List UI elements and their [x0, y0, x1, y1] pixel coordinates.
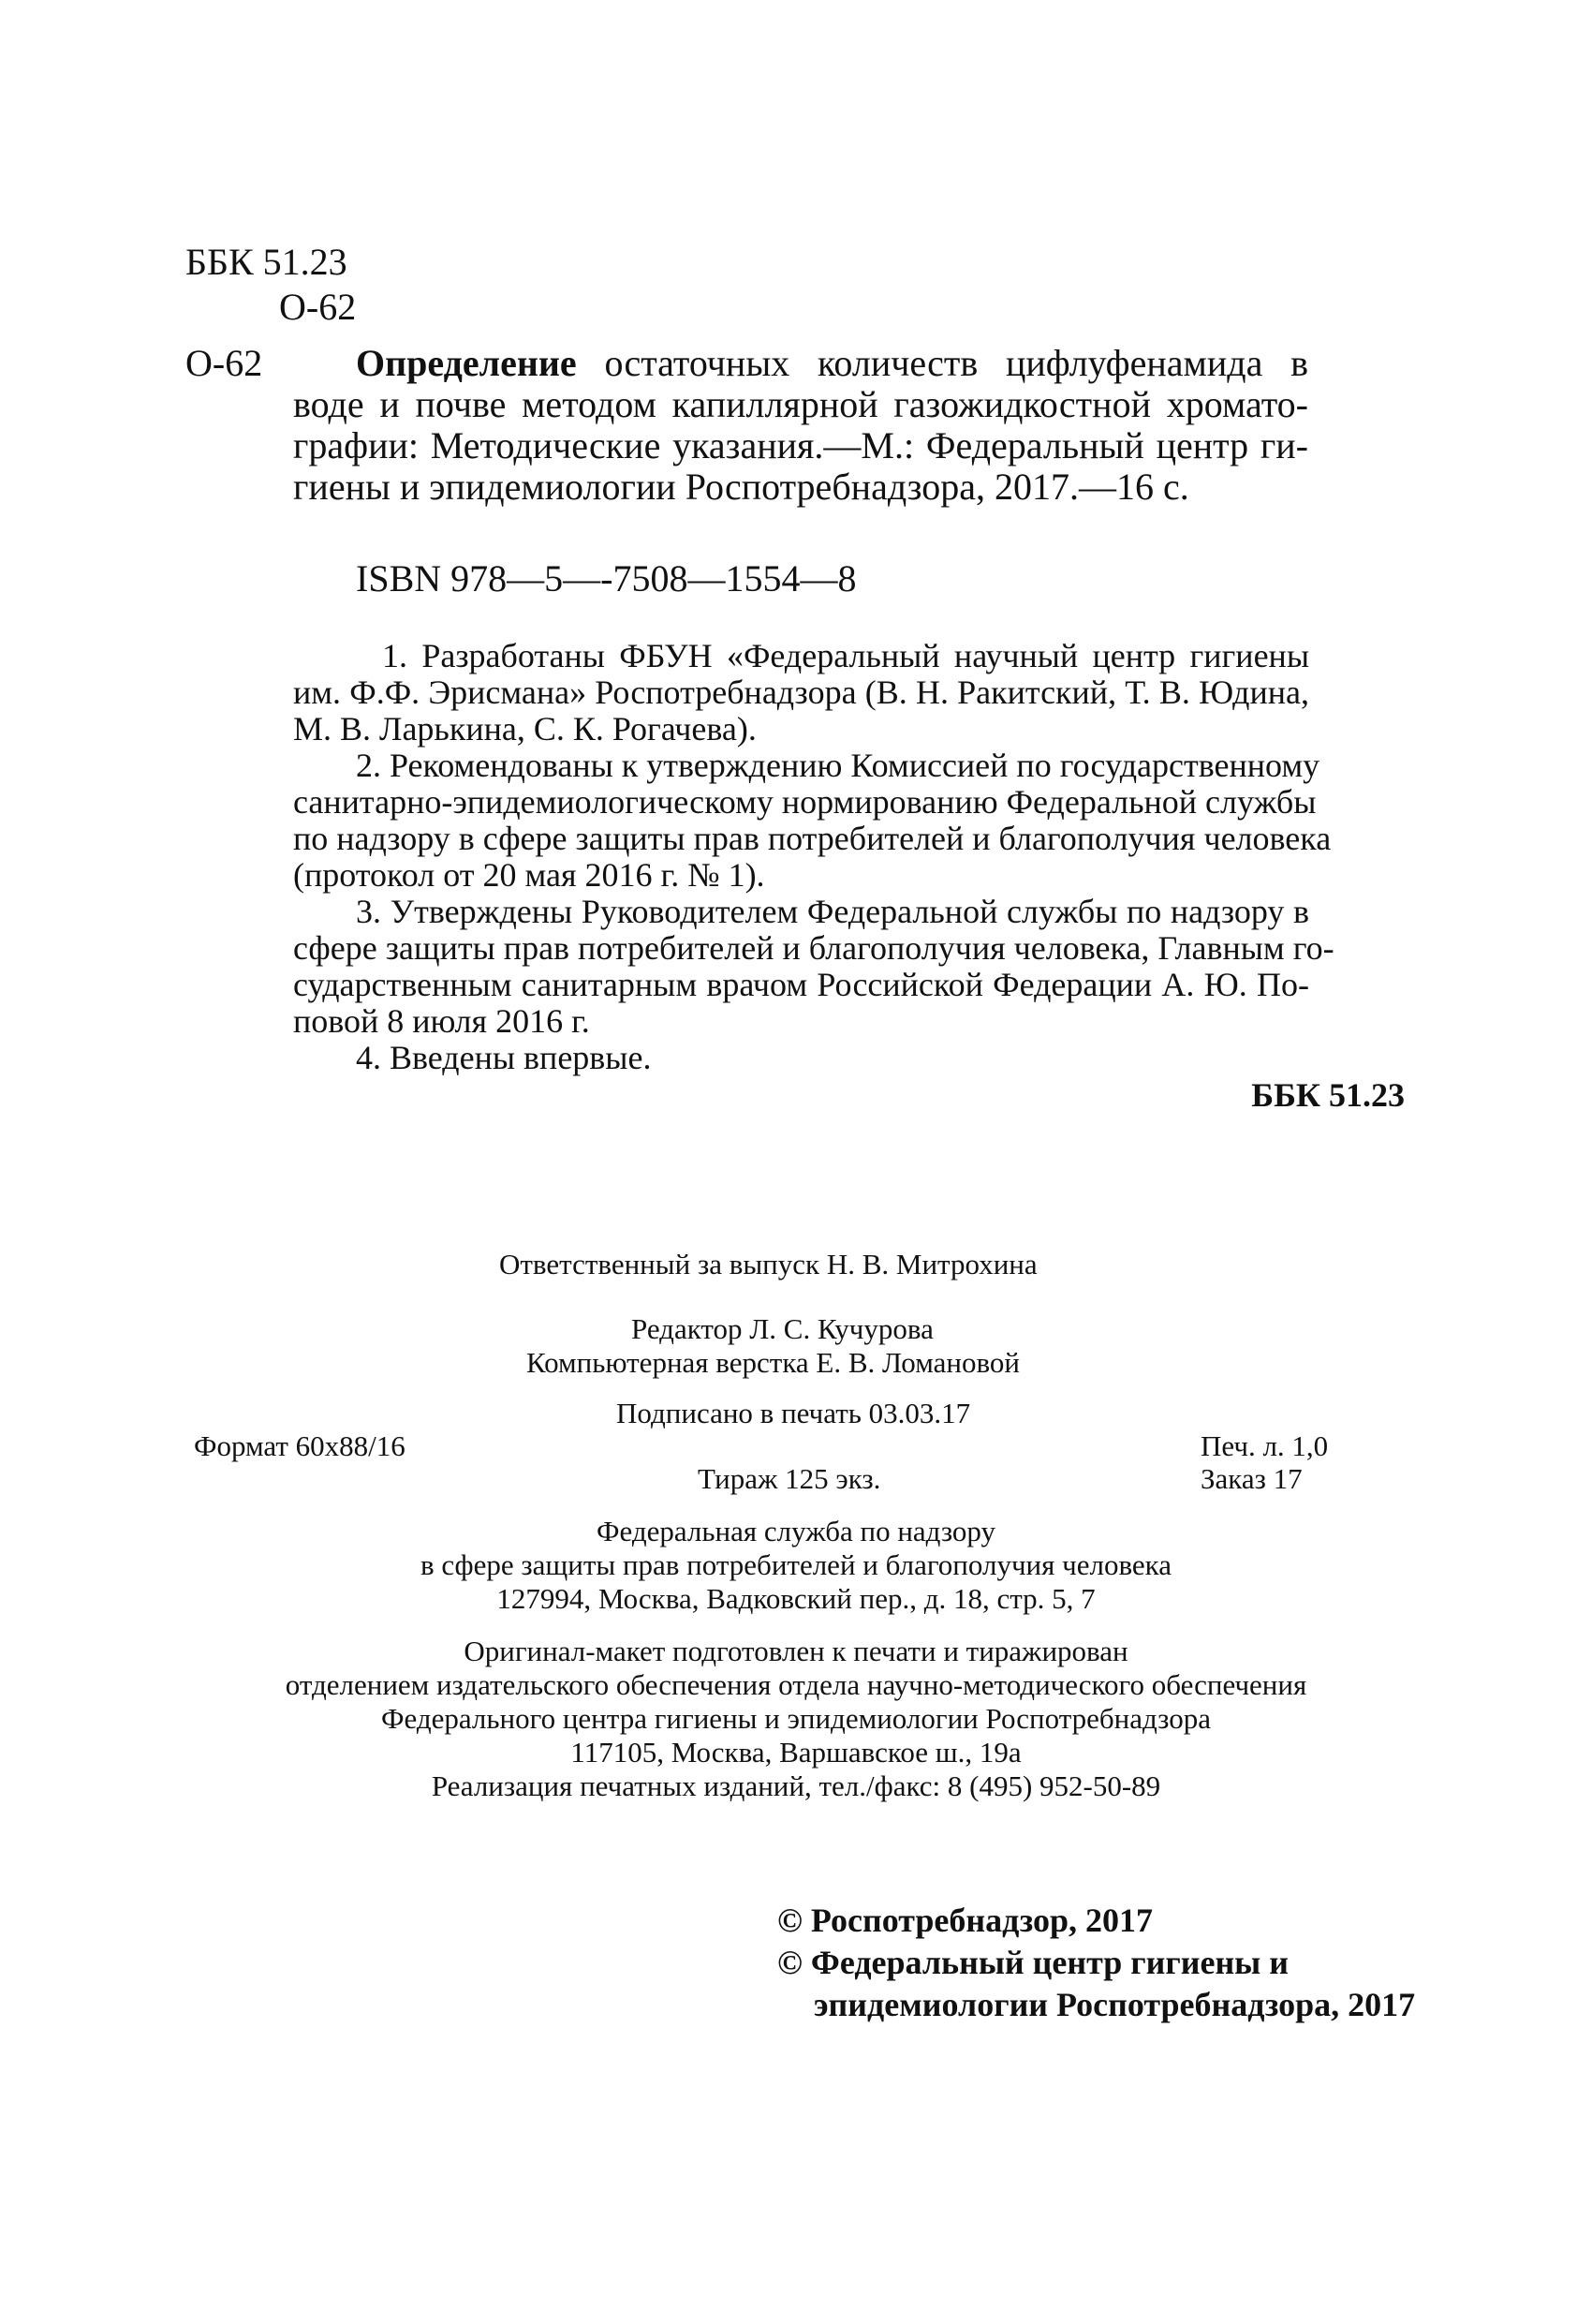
copyright-line-1: © Роспотребнадзор, 2017	[777, 1902, 1154, 1939]
printer-line-1: Оригинал-макет подготовлен к печати и тиражирован	[464, 1635, 1128, 1667]
copyright-line-3: эпидемиологии Роспотребнадзора, 2017	[814, 1986, 1416, 2023]
credits-line-1: 1. Разработаны ФБУН «Федеральный научный центр гигиены	[382, 637, 1309, 674]
layout-designer: Компьютерная верстка Е. В. Ломановой	[526, 1346, 1020, 1379]
entry-title: Определение	[356, 342, 577, 384]
credits-line-9: сфере защиты прав потребителей и благополучия человека, Главным го-	[293, 929, 1334, 967]
entry-line-1	[356, 343, 1308, 384]
signed-date: Подписано в печать 03.03.17	[616, 1397, 971, 1429]
bbk-code-bottom: ББК 51.23	[1251, 1076, 1405, 1114]
sales-phone: Реализация печатных изданий, тел./факс: 8 (495) 952-50-89	[431, 1769, 1161, 1802]
entry-sign: О-62	[185, 342, 263, 384]
entry-line-4: гиены и эпидемиологии Роспотребнадзора, 2017.—16 с.	[293, 466, 1189, 508]
publisher-line-2: в сфере защиты прав потребителей и благополучия человека	[420, 1548, 1172, 1581]
copyright-line-2: © Федеральный центр гигиены и	[777, 1944, 1290, 1981]
credits-line-12: 4. Введены впервые.	[356, 1039, 652, 1076]
publisher-address: 127994, Москва, Вадковский пер., д. 18, стр. 5, 7	[496, 1582, 1096, 1615]
isbn: ISBN 978—5—-7508—1554—8	[356, 557, 857, 600]
paper-format: Формат 60x88/16	[194, 1429, 405, 1462]
editor: Редактор Л. С. Кучурова	[631, 1312, 934, 1345]
credits-line-2: им. Ф.Ф. Эрисмана» Роспотребнадзора (В. Н. Ракитский, Т. В. Юдина,	[293, 674, 1309, 711]
author-sign: О-62	[279, 286, 357, 328]
responsible-editor: Ответственный за выпуск Н. В. Митрохина	[499, 1248, 1038, 1280]
bbk-code: ББК 51.23	[185, 241, 347, 283]
credits-line-3: М. В. Ларькина, С. К. Рогачева).	[293, 710, 757, 748]
credits-line-6: по надзору в сфере защиты прав потребителей и благополучия человека	[293, 820, 1332, 857]
entry-title-rest: остаточных количеств цифлуфенамида в	[604, 342, 1308, 384]
credits-line-10: сударственным санитарным врачом Российской Федерации А. Ю. По-	[293, 966, 1309, 1003]
credits-line-4: 2. Рекомендованы к утверждению Комиссией по государственному	[356, 747, 1320, 784]
printer-line-3: Федерального центра гигиены и эпидемиологии Роспотребнадзора	[381, 1702, 1211, 1735]
order-number: Заказ 17	[1201, 1462, 1303, 1495]
entry-line-2: воде и почве методом капиллярной газожидкостной хромато-	[293, 383, 1308, 425]
printed-sheets: Печ. л. 1,0	[1201, 1429, 1329, 1462]
printer-line-2: отделением издательского обеспечения отдела научно-методического обеспечения	[285, 1668, 1307, 1701]
printer-address: 117105, Москва, Варшавское ш., 19а	[570, 1736, 1022, 1769]
credits-line-5: санитарно-эпидемиологическому нормированию Федеральной службы	[293, 783, 1317, 821]
publisher-line-1: Федеральная служба по надзору	[597, 1515, 995, 1547]
entry-line-3: графии: Методические указания.—М.: Федеральный центр ги-	[293, 424, 1308, 466]
credits-line-11: повой 8 июля 2016 г.	[293, 1002, 590, 1040]
credits-line-7: (протокол от 20 мая 2016 г. № 1).	[293, 856, 765, 894]
credits-line-8: 3. Утверждены Руководителем Федеральной службы по надзору в	[356, 893, 1309, 930]
print-run: Тираж 125 экз.	[698, 1462, 881, 1495]
